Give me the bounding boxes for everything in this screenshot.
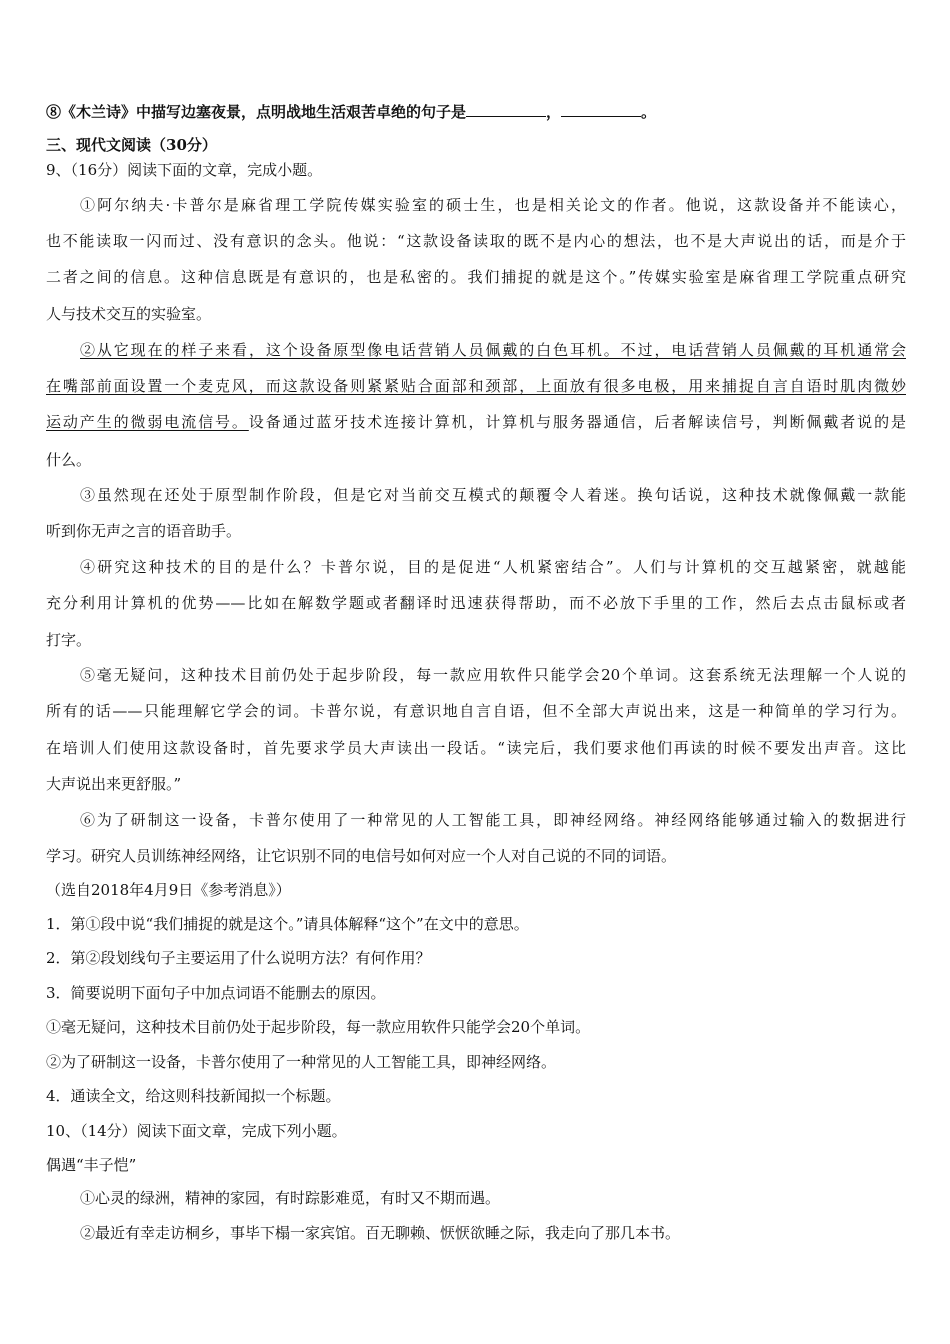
q9-p4-line: 充分利用计算机的优势——比如在解数学题或者翻译时迅速获得帮助，而不必放下手里的工作，然后去点击鼠标或者 bbox=[46, 594, 906, 612]
source-citation: （选自2018年4月9日《参考消息》） bbox=[46, 881, 291, 899]
q9-question-3-sentence-1: ①毫无疑问，这种技术目前仍处于起步阶段，每一款应用软件只能学会20个单词。 bbox=[46, 1018, 591, 1036]
q9-question-1: 1．第①段中说“我们捕捉的就是这个。”请具体解释“这个”在文中的意思。 bbox=[46, 915, 529, 933]
question-8-separator: ， bbox=[546, 103, 562, 121]
q9-p2-rest: 设备通过蓝牙技术连接计算机，计算机与服务器通信，后者解读信号，判断佩戴者说的是 bbox=[248, 413, 906, 431]
q9-question-4: 4．通读全文，给这则科技新闻拟一个标题。 bbox=[46, 1087, 341, 1105]
q9-question-3-sentence-2: ②为了研制这一设备，卡普尔使用了一种常见的人工智能工具，即神经网络。 bbox=[46, 1053, 557, 1071]
q9-p2-line: 什么。 bbox=[46, 451, 92, 469]
q9-p1-line: ①阿尔纳夫·卡普尔是麻省理工学院传媒实验室的硕士生，也是相关论文的作者。他说，这款设备并不能读心， bbox=[80, 196, 906, 214]
q9-p3-line: 听到你无声之言的语音助手。 bbox=[46, 522, 242, 540]
question-8-text: ⑧《木兰诗》中描写边塞夜景，点明战地生活艰苦卓绝的句子是 bbox=[46, 103, 467, 121]
q9-p2-underlined-line: 在嘴部前面设置一个麦克风，而这款设备则紧紧贴合面部和颈部，上面放有很多电极，用来捕捉自言自语时肌肉微妙 bbox=[46, 377, 906, 395]
q10-p1-line: ①心灵的绿洲，精神的家园，有时踪影难觅，有时又不期而遇。 bbox=[80, 1189, 501, 1207]
q9-p1-line: 人与技术交互的实验室。 bbox=[46, 305, 212, 323]
q9-p5-line: 在培训人们使用这款设备时，首先要求学员大声读出一段话。“读完后，我们要求他们再读的时候不要发出声音。这比 bbox=[46, 739, 906, 757]
question-8-end: 。 bbox=[641, 103, 657, 121]
q9-p6-line: ⑥为了研制这一设备，卡普尔使用了一种常见的人工智能工具，即神经网络。神经网络能够通过输入的数据进行 bbox=[80, 811, 906, 829]
q9-p2-underlined-line: ②从它现在的样子来看，这个设备原型像电话营销人员佩戴的白色耳机。不过，电话营销人员佩戴的耳机通常会 bbox=[80, 341, 906, 359]
answer-blank-1[interactable] bbox=[466, 102, 546, 117]
answer-blank-2[interactable] bbox=[561, 102, 641, 117]
q9-p5-line: 所有的话——只能理解它学会的词。卡普尔说，有意识地自言自语，但不全部大声说出来，这是一种简单的学习行为。 bbox=[46, 702, 906, 720]
q9-question-3: 3．简要说明下面句子中加点词语不能删去的原因。 bbox=[46, 984, 386, 1002]
q9-p3-line: ③虽然现在还处于原型制作阶段，但是它对当前交互模式的颠覆令人着迷。换句话说，这种技术就像佩戴一款能 bbox=[80, 486, 906, 504]
question-8 bbox=[46, 101, 906, 123]
question-9-intro: 9、（16分）阅读下面的文章，完成小题。 bbox=[46, 161, 323, 179]
q9-p5-line: ⑤毫无疑问，这种技术目前仍处于起步阶段，每一款应用软件只能学会20个单词。这套系统无法理解一个人说的 bbox=[80, 666, 906, 684]
article-title: 偶遇“丰子恺” bbox=[46, 1156, 137, 1174]
question-10-intro: 10、（14分）阅读下面文章，完成下列小题。 bbox=[46, 1122, 347, 1140]
q9-p6-line: 学习。研究人员训练神经网络，让它识别不同的电信号如何对应一个人对自己说的不同的词语。 bbox=[46, 847, 677, 865]
q10-p2-line: ②最近有幸走访桐乡，事毕下榻一家宾馆。百无聊赖、恹恹欲睡之际，我走向了那几本书。 bbox=[80, 1224, 681, 1242]
q9-p2-line bbox=[46, 411, 906, 433]
q9-p5-line: 大声说出来更舒服。” bbox=[46, 775, 182, 793]
q9-p4-line: ④研究这种技术的目的是什么？卡普尔说，目的是促进“人机紧密结合”。人们与计算机的交互越紧密，就越能 bbox=[80, 558, 906, 576]
q9-p1-line: 也不能读取一闪而过、没有意识的念头。他说：“这款设备读取的既不是内心的想法，也不是大声说出的话，而是介于 bbox=[46, 232, 906, 250]
section-3-title: 三、现代文阅读（30分） bbox=[46, 136, 217, 154]
q9-p2-underlined-tail: 运动产生的微弱电流信号。 bbox=[46, 413, 249, 431]
q9-question-2: 2．第②段划线句子主要运用了什么说明方法？有何作用？ bbox=[46, 949, 431, 967]
q9-p4-line: 打字。 bbox=[46, 631, 92, 649]
q9-p1-line: 二者之间的信息。这种信息既是有意识的，也是私密的。我们捕捉的就是这个。”传媒实验室是麻省理工学院重点研究 bbox=[46, 268, 906, 286]
